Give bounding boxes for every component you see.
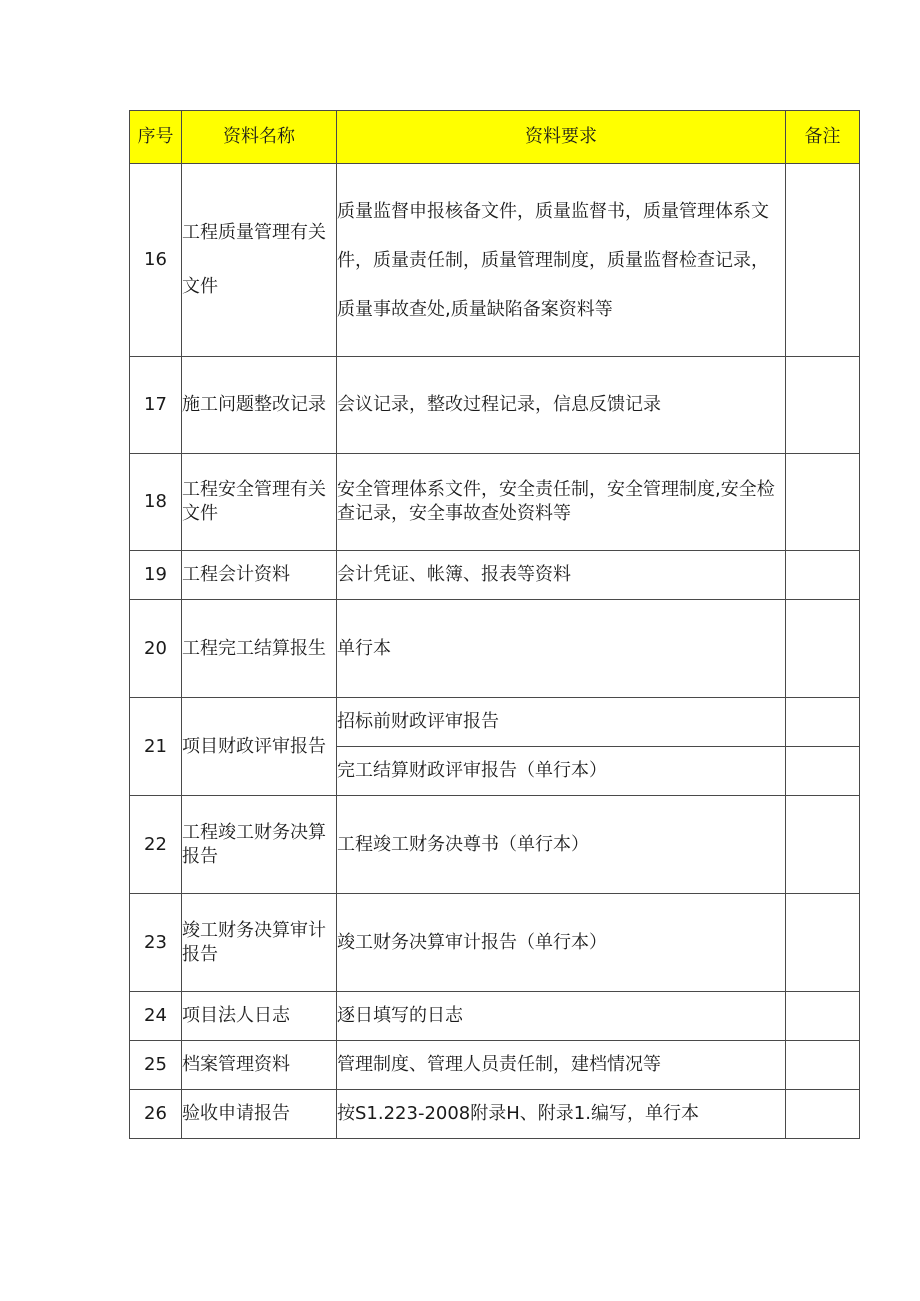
row-note (786, 894, 860, 992)
row-note (786, 747, 860, 796)
row-seq: 18 (130, 454, 182, 551)
row-name: 工程安全管理有关文件 (182, 454, 337, 551)
row-note (786, 551, 860, 600)
row-note (786, 600, 860, 698)
table-row (130, 992, 860, 1041)
row-requirement: 招标前财政评审报告 (337, 698, 786, 747)
row-note (786, 454, 860, 551)
row-requirement: 竣工财务决算审计报告（单行本） (337, 894, 786, 992)
row-name: 档案管理资料 (182, 1041, 337, 1090)
row-requirement: 会计凭证、帐簿、报表等资料 (337, 551, 786, 600)
row-note (786, 992, 860, 1041)
row-requirement: 逐日填写的日志 (337, 992, 786, 1041)
row-name: 竣工财务决算审计报告 (182, 894, 337, 992)
row-requirement: 按S1.223-2008附录H、附录1.编写，单行本 (337, 1090, 786, 1139)
row-requirement: 单行本 (337, 600, 786, 698)
row-note (786, 1090, 860, 1139)
table-row (130, 894, 860, 992)
row-name: 工程质量管理有关文件 (182, 164, 337, 357)
row-requirement: 工程竣工财务决尊书（单行本） (337, 796, 786, 894)
table-row (130, 357, 860, 454)
table-row (130, 164, 860, 357)
header-note: 备注 (786, 111, 860, 164)
row-name: 施工问题整改记录 (182, 357, 337, 454)
row-requirement: 完工结算财政评审报告（单行本） (337, 747, 786, 796)
table-row (130, 454, 860, 551)
table-header-row (130, 111, 860, 164)
header-name: 资料名称 (182, 111, 337, 164)
row-seq: 19 (130, 551, 182, 600)
row-seq: 20 (130, 600, 182, 698)
table-row (130, 1090, 860, 1139)
header-seq: 序号 (130, 111, 182, 164)
row-seq: 25 (130, 1041, 182, 1090)
row-seq: 16 (130, 164, 182, 357)
row-seq: 26 (130, 1090, 182, 1139)
row-requirement: 管理制度、管理人员责任制，建档情况等 (337, 1041, 786, 1090)
row-seq: 21 (130, 698, 182, 796)
row-name: 工程竣工财务决算报告 (182, 796, 337, 894)
table-row (130, 698, 860, 747)
row-name: 验收申请报告 (182, 1090, 337, 1139)
row-seq: 23 (130, 894, 182, 992)
row-requirement: 质量监督申报核备文件，质量监督书，质量管理体系文件，质量责任制，质量管理制度，质量监督检查记录，质量事故查处,质量缺陷备案资料等 (337, 164, 786, 357)
row-name: 工程完工结算报生 (182, 600, 337, 698)
row-note (786, 1041, 860, 1090)
table-row (130, 1041, 860, 1090)
row-note (786, 698, 860, 747)
row-note (786, 796, 860, 894)
archive-requirements-table (129, 110, 860, 1139)
table-row (130, 600, 860, 698)
row-requirement: 安全管理体系文件，安全责任制，安全管理制度,安全检查记录，安全事故查处资料等 (337, 454, 786, 551)
table-row (130, 551, 860, 600)
row-name: 项目财政评审报告 (182, 698, 337, 796)
table-row (130, 796, 860, 894)
row-note (786, 357, 860, 454)
row-requirement: 会议记录，整改过程记录，信息反馈记录 (337, 357, 786, 454)
row-seq: 17 (130, 357, 182, 454)
row-seq: 24 (130, 992, 182, 1041)
row-name: 工程会计资料 (182, 551, 337, 600)
row-seq: 22 (130, 796, 182, 894)
row-name: 项目法人日志 (182, 992, 337, 1041)
header-requirement: 资料要求 (337, 111, 786, 164)
row-note (786, 164, 860, 357)
